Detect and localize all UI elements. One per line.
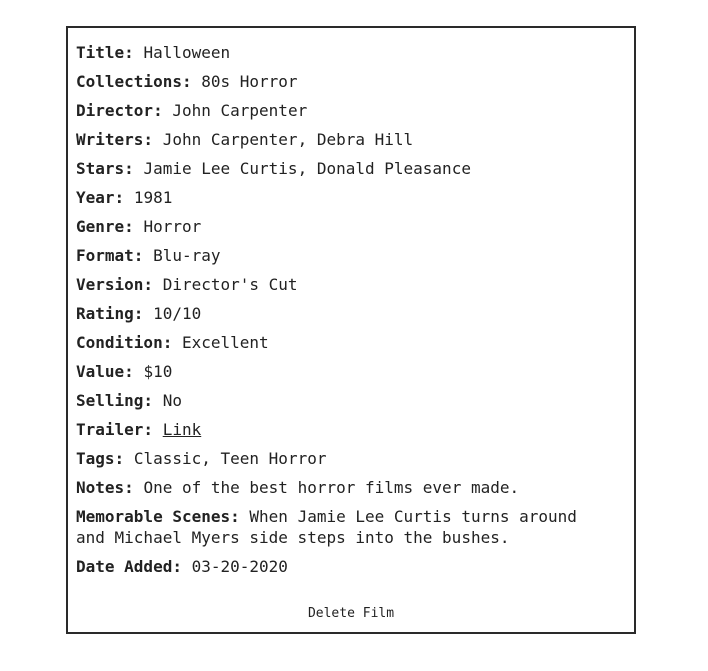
title-label: Title: [76,43,134,62]
condition-row [76,332,634,353]
rating-row [76,303,634,324]
writers-row [76,129,634,150]
rating-value: 10/10 [153,304,202,323]
year-value: 1981 [133,188,173,207]
value-value: $10 [143,362,173,381]
version-value: Director's Cut [162,275,298,294]
tags-label: Tags: [76,449,125,468]
collections-label: Collections: [76,72,192,91]
stars-value: Jamie Lee Curtis, Donald Pleasance [143,159,471,178]
date-added-label: Date Added: [76,557,182,576]
writers-label: Writers: [76,130,154,149]
genre-row [76,216,634,237]
selling-label: Selling: [76,391,154,410]
director-row [76,100,634,121]
film-detail-card [66,26,636,634]
value-row [76,361,634,382]
stars-label: Stars: [76,159,134,178]
genre-value: Horror [143,217,202,236]
trailer-row [76,419,634,440]
trailer-link[interactable]: Link [162,420,202,439]
year-row [76,187,634,208]
delete-film-button[interactable]: Delete Film [307,606,395,621]
collections-value: 80s Horror [201,72,298,91]
year-label: Year: [76,188,125,207]
title-value: Halloween [143,43,231,62]
director-label: Director: [76,101,163,120]
version-row [76,274,634,295]
director-value: John Carpenter [172,101,308,120]
value-label: Value: [76,362,134,381]
selling-value: No [162,391,182,410]
stars-row [76,158,634,179]
notes-value: One of the best horror films ever made. [143,478,520,497]
memorable-scenes-label: Memorable Scenes: [76,507,240,526]
version-label: Version: [76,275,154,294]
delete-container [68,602,634,621]
tags-value: Classic, Teen Horror [133,449,327,468]
format-row [76,245,634,266]
title-row [76,42,634,63]
writers-value: John Carpenter, Debra Hill [162,130,414,149]
condition-label: Condition: [76,333,173,352]
memorable-scenes-row [76,506,634,548]
selling-row [76,390,634,411]
format-label: Format: [76,246,144,265]
rating-label: Rating: [76,304,144,323]
tags-row [76,448,634,469]
notes-label: Notes: [76,478,134,497]
date-added-value: 03-20-2020 [191,557,288,576]
condition-value: Excellent [181,333,269,352]
format-value: Blu-ray [153,246,221,265]
date-added-row [76,556,634,577]
memorable-scenes-value: When Jamie Lee Curtis turns around and Michael Myers side steps into the bushes. [76,507,577,547]
trailer-label: Trailer: [76,420,154,439]
genre-label: Genre: [76,217,134,236]
notes-row [76,477,634,498]
collections-row [76,71,634,92]
